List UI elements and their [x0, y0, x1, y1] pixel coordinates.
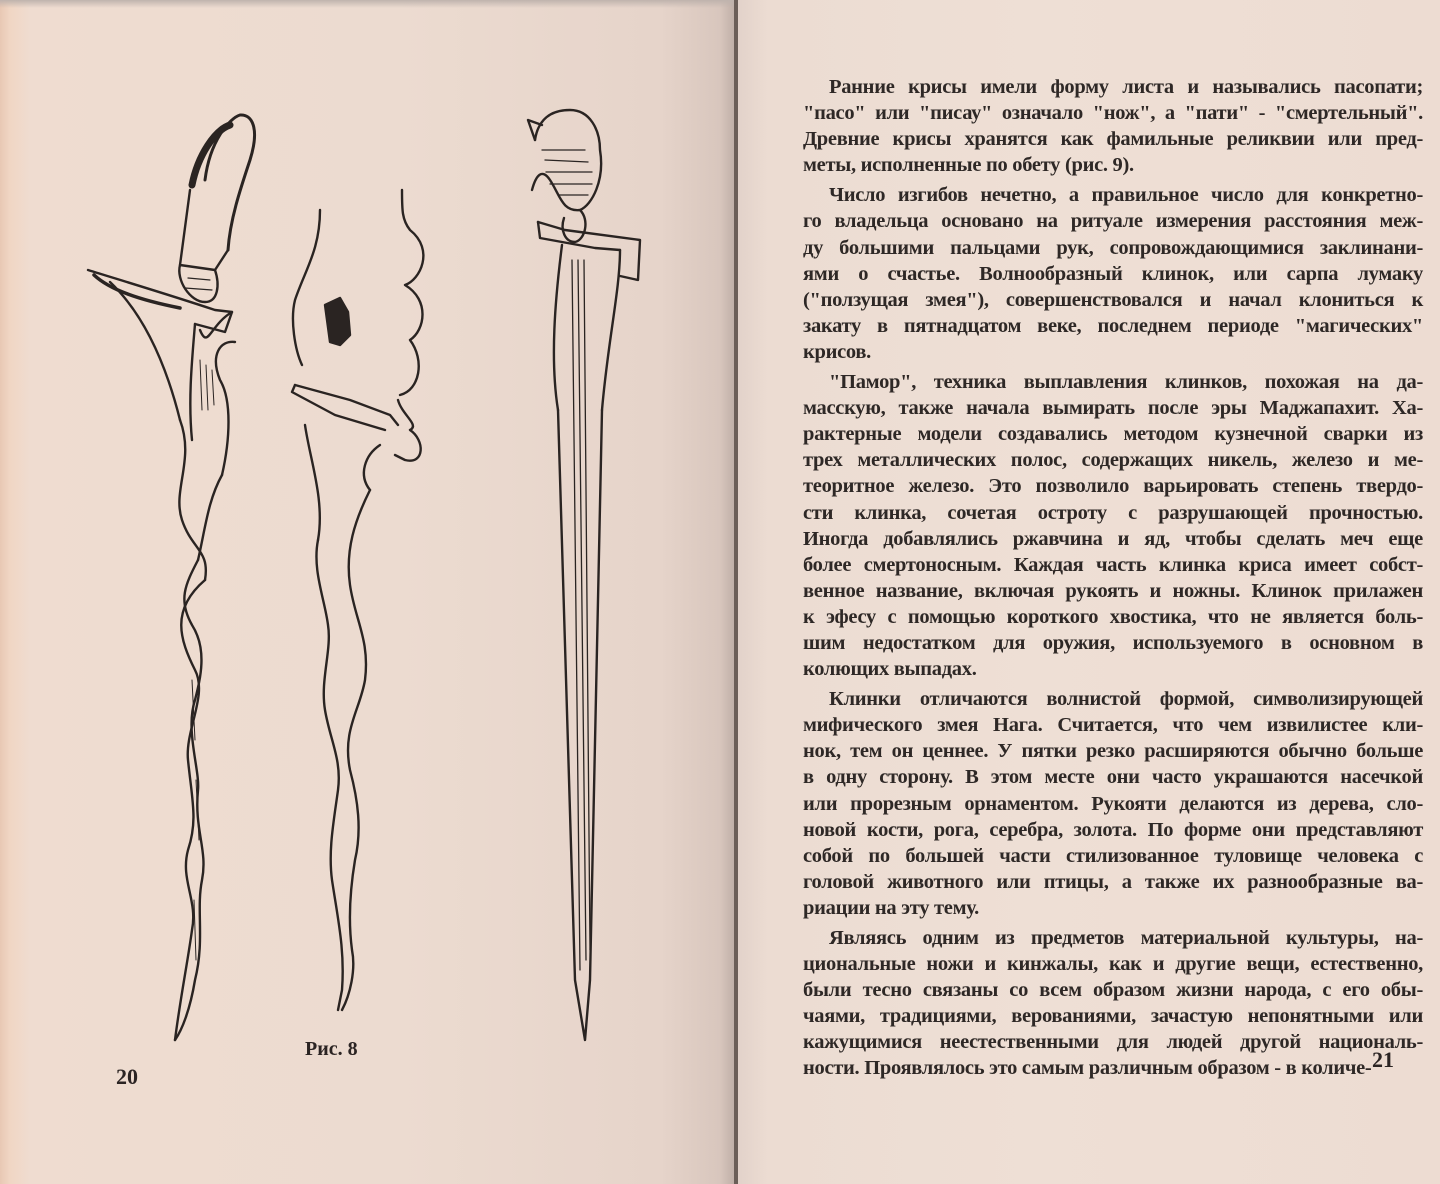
text-line: более смертоносным. Каждая часть клинка криса имеет собст- [803, 553, 1423, 576]
text-line: новой кости, рога, серебра, золота. По форме они представляют [803, 818, 1423, 841]
page-number-right: 21 [1372, 1047, 1394, 1072]
text-line: сти клинка, сочетая остроту с разрушающей прочностью. [803, 501, 1423, 524]
text-line: чаями, традициями, верованиями, зачастую непонятными или [803, 1005, 1423, 1028]
text-line: собой по большей части стилизованное туловище человека с [803, 844, 1423, 867]
text-line: кажущимися неестественными для людей другой националь- [803, 1031, 1423, 1054]
text-line: были тесно связаны со всем образом жизни народа, с его обы- [803, 979, 1423, 1002]
text-line: мифического змея Нага. Считается, что чем извилистее кли- [803, 714, 1423, 737]
text-line: в одну сторону. В этом месте они часто украшаются насечкой [803, 766, 1423, 789]
body-text [803, 74, 1423, 1086]
text-line: меты, исполненные по обету (рис. 9). [803, 154, 1134, 177]
text-line: "Памор", техника выплавления клинков, похожая на да- [829, 371, 1423, 394]
paragraph [803, 369, 1423, 682]
text-line: Клинки отличаются волнистой формой, символизирующей [829, 688, 1423, 711]
text-line: Древние крисы хранятся как фамильные реликвии или пред- [803, 128, 1423, 151]
text-line: ности. Проявлялось это самым различным образом - в количе- [803, 1057, 1372, 1080]
text-line: ями о счастье. Волнообразный клинок, или сарпа лумаку [803, 262, 1423, 285]
text-line: ("ползущая змея"), совершенствовался и начал клониться к [803, 288, 1423, 311]
paragraph [803, 74, 1423, 178]
straight-kris-icon [528, 110, 640, 1040]
text-line: "пасо" или "писау" означало "нож", а "пати" - "смертельный". [803, 102, 1423, 125]
paragraph [803, 925, 1423, 1082]
text-line: шим недостатком для оружия, используемого в основном в [803, 631, 1423, 654]
text-line: колющих выпадах. [803, 658, 977, 681]
text-line: риации на эту тему. [803, 896, 979, 919]
text-line: головой животного или птицы, а также их разнообразные ва- [803, 870, 1423, 893]
text-line: Число изгибов нечетно, а правильное число для конкретно- [829, 184, 1423, 207]
paragraph [803, 686, 1423, 921]
text-line: рактерные модели создавались методом кузнечной сварки из [803, 423, 1423, 446]
paragraph [803, 182, 1423, 365]
text-line: циональные ножи и кинжалы, как и другие вещи, естественно, [803, 953, 1423, 976]
text-line: трех металлических полос, содержащих никель, железо и ме- [803, 449, 1423, 472]
text-line: нок, тем он ценнее. У пятки резко расширяются обычно больше [803, 740, 1423, 763]
text-line: закату в пятнадцатом веке, последнем периоде "магических" [803, 314, 1423, 337]
figure-caption: Рис. 8 [305, 1038, 358, 1060]
text-line: Иногда добавлялись ржавчина и яд, чтобы сделать меч еще [803, 527, 1423, 550]
text-line: к эфесу с помощью короткого хвостика, что не является боль- [803, 605, 1423, 628]
text-line: теоритное железо. Это позволило варьировать степень твердо- [803, 475, 1423, 498]
kris-illustration [80, 80, 680, 1060]
page-number-left: 20 [116, 1064, 138, 1089]
text-line: го владельца основано на ритуале измерения расстояния меж- [803, 210, 1423, 233]
text-line: крисов. [803, 340, 871, 363]
text-line: Ранние крисы имели форму листа и назывались пасопати; [829, 76, 1423, 98]
wavy-kris-icon [88, 115, 255, 1040]
wavy-kris-in-hand-icon [292, 190, 423, 1010]
text-line: венное название, включая рукоять и ножны. Клинок прилажен [803, 579, 1423, 602]
text-line: Являясь одним из предметов материальной культуры, на- [829, 927, 1423, 949]
text-line: ду большими пальцами рук, сопровождающимися заклинани- [803, 236, 1423, 259]
text-line: или прорезным орнаментом. Рукояти делаются из дерева, сло- [803, 792, 1423, 815]
text-line: масскую, также начала вымирать после эры Маджапахит. Ха- [803, 397, 1423, 420]
